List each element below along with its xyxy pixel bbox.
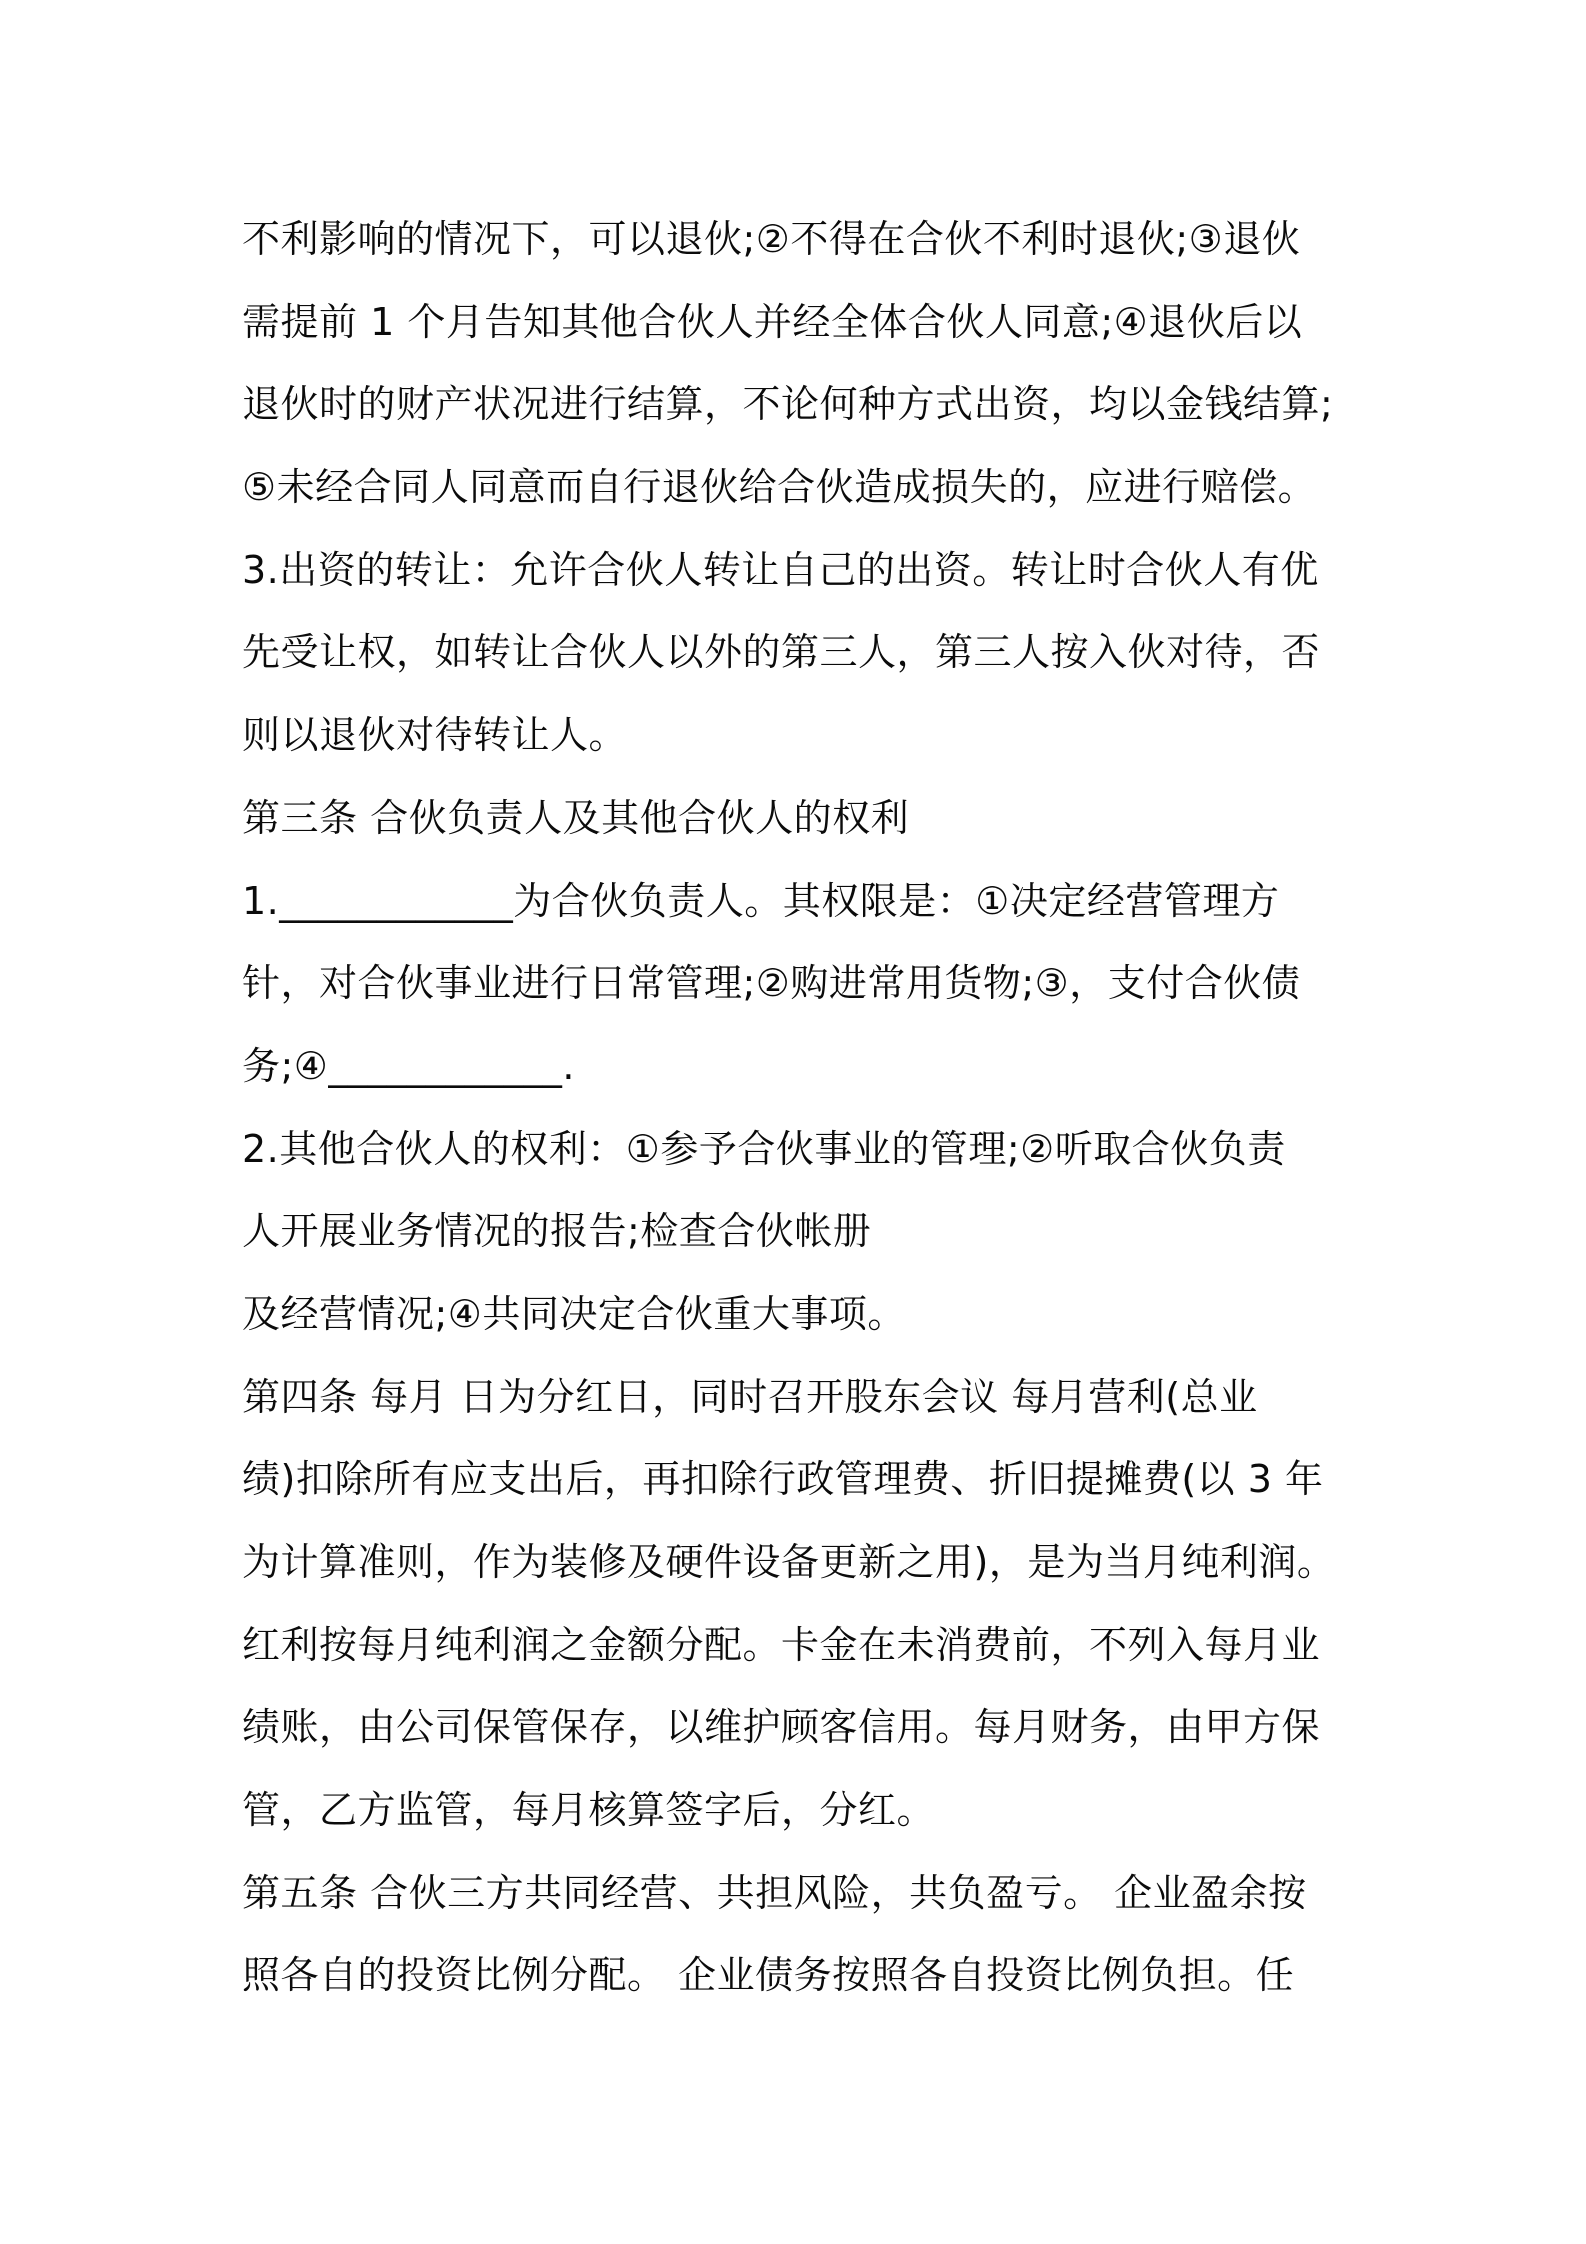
section-heading: 第五条 合伙三方共同经营、共担风险，共负盈亏。 企业盈余按 [242,1870,1307,1915]
text-line: 务;④____________. [242,1043,575,1088]
section-heading: 第四条 每月 日为分红日，同时召开股东会议 每月营利(总业 [242,1374,1258,1419]
text-line: 2.其他合伙人的权利：①参予合伙事业的管理;②听取合伙负责 [242,1126,1286,1171]
text-line: 不利影响的情况下，可以退伙;②不得在合伙不利时退伙;③退伙 [242,217,1301,261]
text-line: 绩账，由公司保管保存，以维护顾客信用。每月财务，由甲方保 [242,1705,1321,1750]
text-line: 针，对合伙事业进行日常管理;②购进常用货物;③，支付合伙债 [242,961,1301,1006]
text-line: 1.____________为合伙负责人。其权限是：①决定经营管理方 [242,878,1280,923]
text-line: 照各自的投资比例分配。 企业债务按照各自投资比例负担。任 [242,1953,1295,1998]
text-line: 管，乙方监管，每月核算签字后，分红。 [242,1788,936,1833]
text-line: 退伙时的财产状况进行结算，不论何种方式出资，均以金钱结算; [242,382,1334,427]
text-line: 红利按每月纯利润之金额分配。卡金在未消费前，不列入每月业 [242,1622,1321,1667]
text-line: 为计算准则，作为装修及硬件设备更新之用)，是为当月纯利润。 [242,1540,1336,1584]
contract-text [242,198,1362,2017]
text-line: 3.出资的转让：允许合伙人转让自己的出资。转让时合伙人有优 [242,547,1319,592]
text-line: 人开展业务情况的报告;检查合伙帐册 [242,1209,872,1254]
text-line: 先受让权，如转让合伙人以外的第三人，第三人按入伙对待，否 [242,630,1321,675]
text-line: 则以退伙对待转让人。 [242,713,628,758]
section-heading: 第三条 合伙负责人及其他合伙人的权利 [242,795,910,840]
text-line: 需提前 1 个月告知其他合伙人并经全体合伙人同意;④退伙后以 [242,299,1303,344]
text-line: ⑤未经合同人同意而自行退伙给合伙造成损失的，应进行赔偿。 [242,465,1317,510]
text-line: 绩)扣除所有应支出后，再扣除行政管理费、折旧提摊费(以 3 年 [242,1457,1324,1502]
text-line: 及经营情况;④共同决定合伙重大事项。 [242,1291,906,1336]
